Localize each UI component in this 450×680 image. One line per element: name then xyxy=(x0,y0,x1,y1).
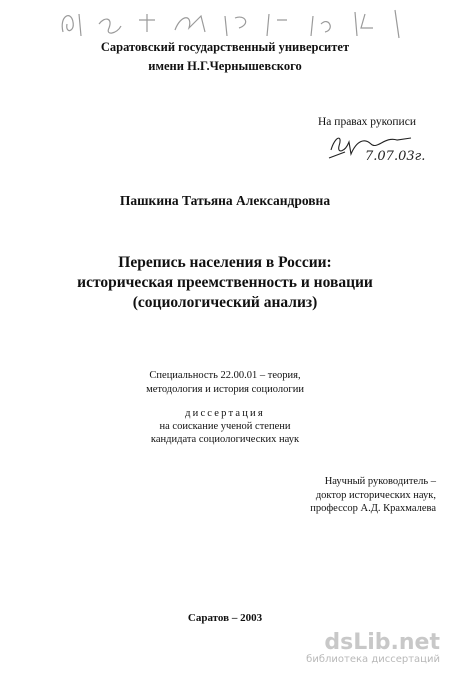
watermark-subtitle: библиотека диссертаций xyxy=(306,654,440,665)
city-year: Саратов – 2003 xyxy=(187,612,263,624)
degree-line-1: на соискание ученой степени xyxy=(159,421,291,432)
title-line-1: Перепись населения в России: xyxy=(118,254,332,271)
title-line-2: историческая преемственность и новации xyxy=(77,274,373,291)
dissertation-title xyxy=(0,253,450,313)
advisor-line-1: Научный руководитель – xyxy=(324,476,436,487)
university-heading xyxy=(0,38,450,76)
university-honorific: имени Н.Г.Чернышевского xyxy=(148,59,302,73)
specialty-line-2: методология и история социологии xyxy=(146,384,304,395)
manuscript-rights-note: На правах рукописи xyxy=(318,116,416,128)
advisor-block xyxy=(286,475,436,516)
watermark-logo[interactable]: dsLib.net xyxy=(324,630,440,655)
watermark[interactable] xyxy=(276,630,440,665)
degree-block xyxy=(0,420,450,446)
degree-line-2: кандидата социологических наук xyxy=(150,434,300,445)
dissertation-label: диссертация xyxy=(185,408,265,419)
advisor-line-2: доктор исторических наук, xyxy=(315,489,436,501)
specialty-line-1: Специальность 22.00.01 – теория, xyxy=(149,370,301,381)
author-name: Пашкина Татьяна Александровна xyxy=(119,193,331,208)
advisor-line-3: профессор А.Д. Крахмалева xyxy=(310,503,436,514)
university-name: Саратовский государственный университет xyxy=(100,40,350,54)
title-line-3: (социологический анализ) xyxy=(132,294,318,311)
pencil-handwriting-mark xyxy=(55,6,415,42)
signature-date: 7.07.03г. xyxy=(365,149,426,164)
handwritten-signature xyxy=(325,128,443,164)
specialty-block xyxy=(0,369,450,397)
